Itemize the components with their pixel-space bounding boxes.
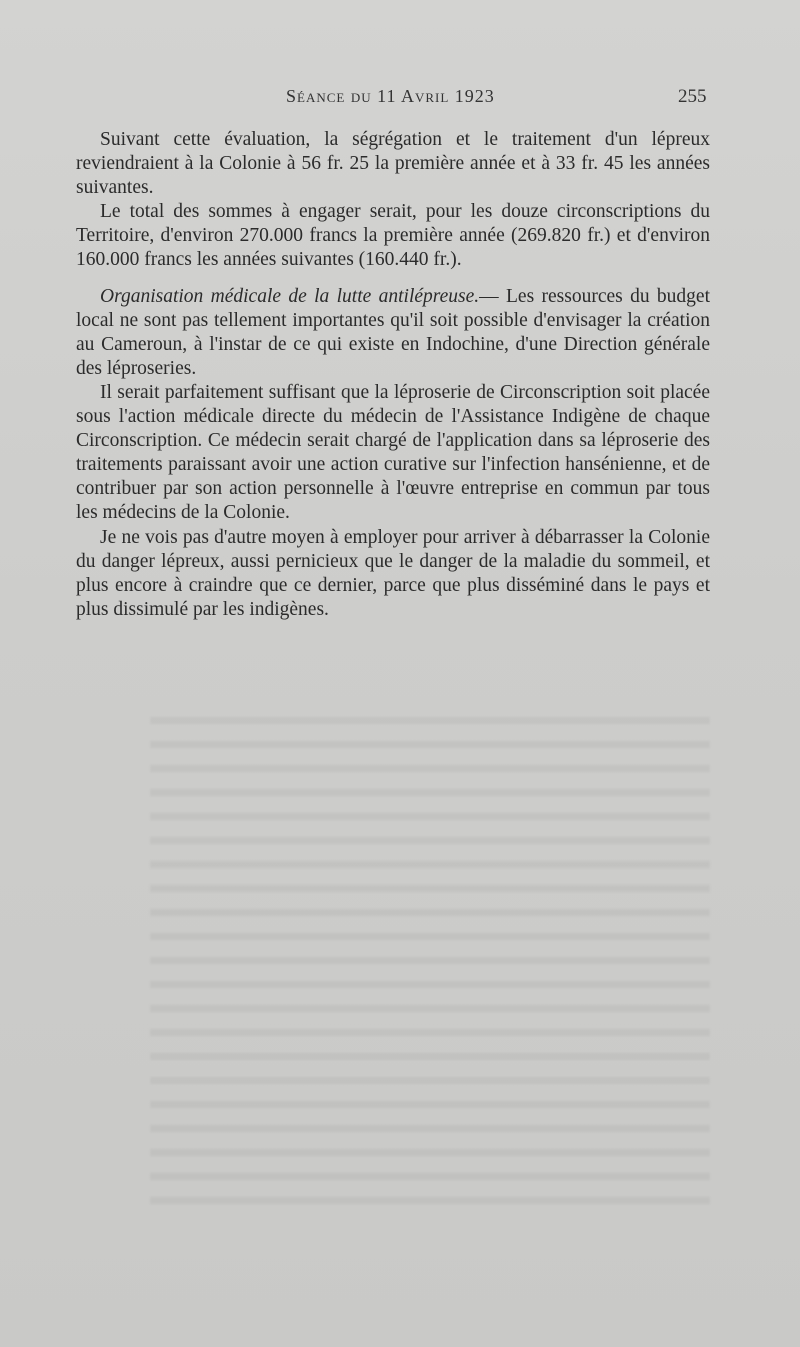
section-heading-italic: Organisation médicale de la lutte antilépreuse. xyxy=(100,285,480,307)
paragraph-leproserie xyxy=(76,381,710,526)
running-title: Séance du 11 Avril 1923 xyxy=(286,86,495,106)
body-text xyxy=(76,128,710,622)
paragraph-evaluation xyxy=(76,128,710,200)
page-header xyxy=(0,86,800,112)
paragraph-text: Je ne vois pas d'autre moyen à employer pour arriver à débarrasser la Colonie du danger lépreux, aussi pernicieux que le danger de la maladie du sommeil, et plus encore à craindre que ce dernier, parce que plus disséminé dans le pays et plus dissimulé par les indigènes. xyxy=(76,526,710,620)
bleed-through-texture xyxy=(150,700,710,1220)
page-number: 255 xyxy=(678,86,707,107)
paragraph-conclusion xyxy=(76,526,710,622)
paragraph-text: — Les ressources du budget local ne sont pas tellement importantes qu'il soit possible d'envisager la création au Cameroun, à l'instar de ce qui existe en Indochine, d'une Direction générale des léproseries. xyxy=(76,285,710,379)
paragraph-total xyxy=(76,200,710,272)
paragraph-text: Le total des sommes à engager serait, pour les douze circonscriptions du Territoire, d'environ 270.000 francs la première année (269.820 fr.) et d'environ 160.000 francs les années suivantes (160.440 fr.). xyxy=(76,201,710,271)
paragraph-text: Suivant cette évaluation, la ségrégation et le traitement d'un lépreux reviendraient à la Colonie à 56 fr. 25 la première année et à 33 fr. 45 les années suivantes. xyxy=(76,129,710,199)
paragraph-organisation xyxy=(76,285,710,381)
paragraph-text: Il serait parfaitement suffisant que la léproserie de Circonscription soit placée sous l'action médicale directe du médecin de l'Assistance Indigène de chaque Circonscription. Ce médecin serait chargé de l'application dans sa léproserie des traitements paraissant avoir une action curative sur l'infection hansénienne, et de contribuer par son action personnelle à l'œuvre entreprise en commun par tous les médecins de la Colonie. xyxy=(76,381,710,524)
